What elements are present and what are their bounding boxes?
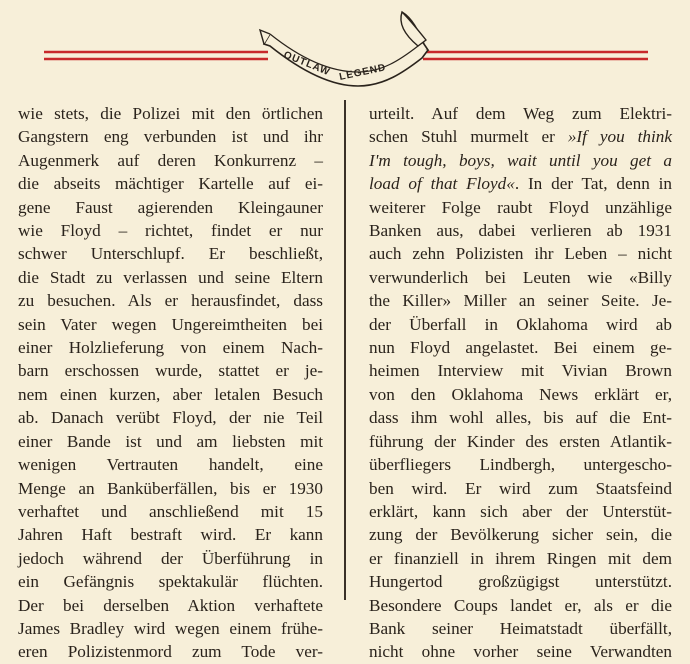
- left-text-column: [18, 102, 323, 664]
- text-line: heimen Interview mit Vivian Brown: [369, 361, 672, 381]
- text-line: wie Floyd – richtet, findet er nur: [18, 221, 323, 241]
- text-line: Menge an Banküberfällen, bis er 1930: [18, 478, 323, 498]
- quote-line: [369, 149, 672, 172]
- text-line: Augenmerk auf deren Konkurrenz –: [18, 150, 323, 170]
- text-line: ein Gefängnis spektakulär flüchten.: [18, 572, 323, 592]
- text-line: zu besuchen. Als er herausfindet, dass: [18, 291, 323, 311]
- text-line: erklärt, kann sich aber der Unterstüt-: [369, 501, 672, 521]
- text-line: ben wird. Er wird zum Staatsfeind: [369, 478, 672, 498]
- quote-text: load of that Floyd«: [369, 174, 515, 194]
- text-line: auch zehn Polizisten ihr Leben – nicht: [369, 244, 672, 264]
- text-line: die Stadt zu verlassen und seine Eltern: [18, 267, 323, 287]
- banner-word-2: LEGEND: [338, 62, 388, 83]
- text-line: [369, 172, 672, 195]
- banner-word-1: OUTLAW: [281, 49, 332, 79]
- text-line: eren Polizistenmord zum Tode ver-: [18, 642, 323, 662]
- text-line: the Killer» Miller an seiner Seite. Je-: [369, 291, 672, 311]
- text-line: dass ihm wohl alles, bis auf die Ent-: [369, 408, 672, 428]
- text-line: gene Faust agierenden Kleingauner: [18, 197, 323, 217]
- text-line: weiterer Folge raubt Floyd unzählige: [369, 197, 672, 217]
- text-line: Jahren Haft bestraft wird. Er kann: [18, 525, 323, 545]
- text-line: Gangstern eng verbunden ist und ihr: [18, 127, 323, 147]
- text-line: Hungertod großzügigst unterstützt.: [369, 572, 672, 592]
- text-line: einer Bande ist und am liebsten mit: [18, 431, 323, 451]
- right-text-column: [369, 102, 672, 664]
- text-line: die abseits mächtiger Kartelle auf ei-: [18, 174, 323, 194]
- text-line: ab. Danach verübt Floyd, der nie Teil: [18, 408, 323, 428]
- text-line: schwer Unterschlupf. Er beschließt,: [18, 244, 323, 264]
- text-line: einer Holzlieferung von einem Nach-: [18, 338, 323, 358]
- text-line: Der bei derselben Aktion verhaftete: [18, 595, 323, 615]
- text-line: verwunderlich bei Leuten wie «Billy: [369, 267, 672, 287]
- text-line: Bank seiner Heimatstadt überfällt,: [369, 618, 672, 638]
- text-run: . In der Tat, denn in: [514, 174, 672, 194]
- text-line: von den Oklahoma News erklärt er,: [369, 384, 672, 404]
- text-line: nicht ohne vorher seine Verwandten: [369, 642, 672, 662]
- text-line: [369, 125, 672, 148]
- text-line: der Überfall in Oklahoma wird ab: [369, 314, 672, 334]
- text-line: nem einen kurzen, aber letalen Besuch: [18, 384, 323, 404]
- text-line: überfliegers Lindbergh, untergescho-: [369, 455, 672, 475]
- quote-text: I'm tough, boys, wait until you get a: [369, 150, 672, 170]
- column-divider: [344, 100, 346, 600]
- text-line: jedoch während der Überführung in: [18, 548, 323, 568]
- page-header: [0, 0, 690, 92]
- text-line: wie stets, die Polizei mit den örtlichen: [18, 104, 323, 123]
- text-run: schen Stuhl murmelt er: [369, 127, 568, 147]
- outlaw-legend-banner: [0, 0, 690, 92]
- quote-text: »If you think: [567, 127, 672, 147]
- text-line: zung der Bevölkerung sicher sein, die: [369, 525, 672, 545]
- text-line: James Bradley wird wegen einem frühe-: [18, 618, 323, 638]
- text-line: führung der Kinder des ersten Atlantik-: [369, 431, 672, 451]
- text-line: er finanziell in ihrem Ringen mit dem: [369, 548, 672, 568]
- text-line: urteilt. Auf dem Weg zum Elektri-: [369, 104, 672, 123]
- text-line: verhaftet und anschließend mit 15: [18, 501, 323, 521]
- text-line: nun Floyd angelastet. Bei einem ge-: [369, 338, 672, 358]
- text-line: barn erschossen wurde, stattet er je-: [18, 361, 323, 381]
- text-line: wenigen Vertrauten handelt, eine: [18, 455, 323, 475]
- text-line: sein Vater wegen Ungereimtheiten bei: [18, 314, 323, 334]
- text-line: Besondere Coups landet er, als er die: [369, 595, 672, 615]
- text-line: Banken aus, dabei verlieren ab 1931: [369, 221, 672, 241]
